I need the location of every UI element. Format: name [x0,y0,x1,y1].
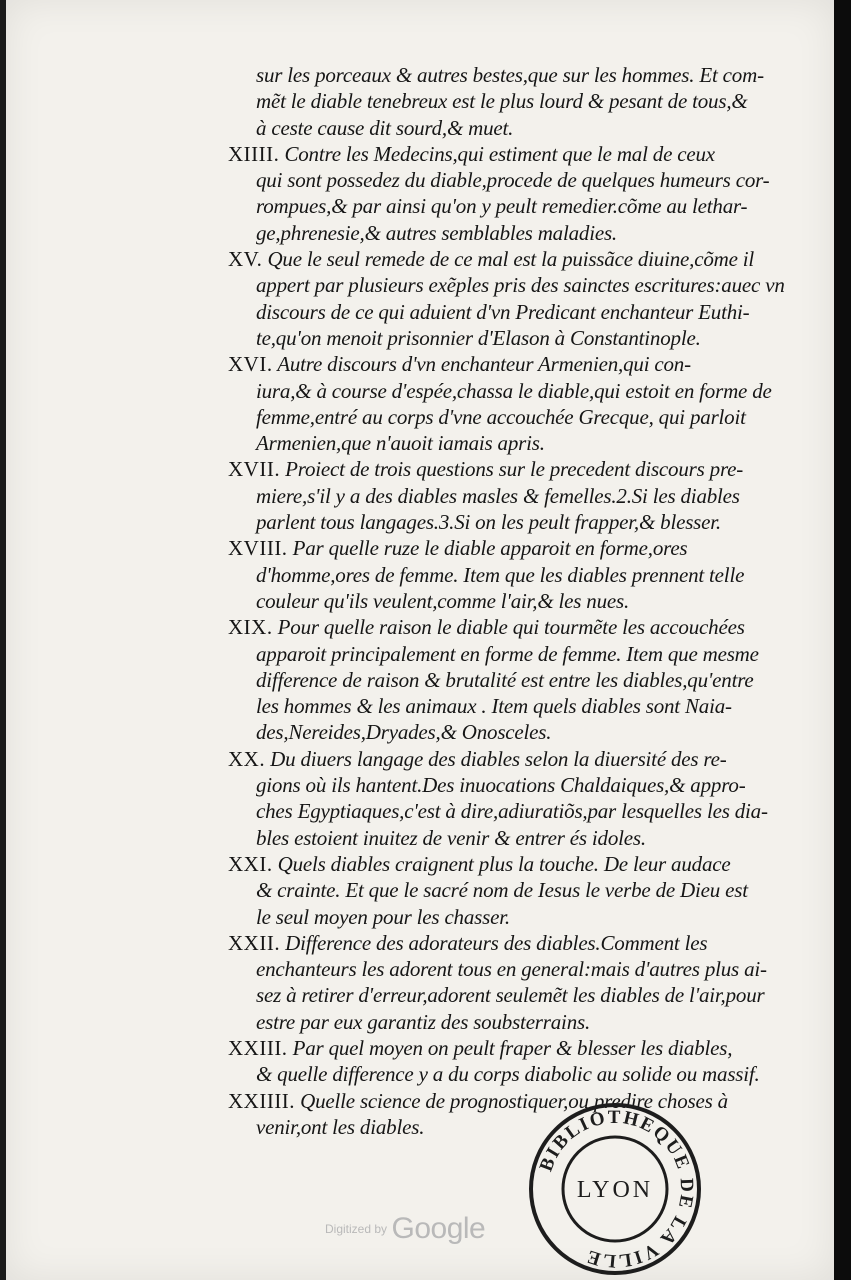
line-text: sez à retirer d'erreur,adorent seulemẽt les diables de l'air,pour [256,983,765,1008]
line-text: Autre discours d'vn enchanteur Armenien,qui con- [277,352,691,377]
toc-entry [228,1088,788,1141]
line-text: enchanteurs les adorent tous en general:mais d'autres plus ai- [256,957,767,982]
entry-line [228,246,788,272]
watermark-brand: Google [391,1212,486,1245]
line-text: Pour quelle raison le diable qui tourmẽte les accouchées [277,615,745,640]
entry-line [228,851,788,877]
library-stamp [526,1100,704,1278]
line-text: Difference des adorateurs des diables.Comment les [285,930,708,955]
google-watermark [325,1212,485,1246]
line-text: ge,phrenesie,& autres semblables maladies. [256,220,617,245]
entry-line [228,404,788,430]
entry-line [228,798,788,824]
line-text: venir,ont les diables. [256,1114,425,1139]
watermark-prefix: Digitized by [325,1222,388,1236]
line-text: Que le seul remede de ce mal est la puissãce diuine,cõme il [267,247,755,272]
entry-line [228,904,788,930]
entry-line [228,719,788,745]
entry-line [228,430,788,456]
line-text: bles estoient inuitez de venir & entrer és idoles. [256,825,646,850]
line-text: à ceste cause dit sourd,& muet. [256,115,514,140]
chapter-numeral: XXIIII. [228,1088,296,1113]
stamp-ring-text: BIBLIOTHEQUE DE LA VILLE [535,1106,698,1272]
toc-entry [228,456,788,535]
line-text: estre par eux garantiz des soubsterrains. [256,1009,591,1034]
stamp-center-text: LYON [576,1177,654,1203]
entry-line [228,167,788,193]
chapter-numeral: XXI. [228,851,273,876]
line-text: & crainte. Et que le sacré nom de Iesus le verbe de Dieu est [256,878,748,903]
chapter-numeral: XIX. [228,615,273,640]
entry-line [228,1114,788,1140]
chapter-numeral: XXII. [228,930,281,955]
entry-line [228,509,788,535]
entry-line [228,193,788,219]
entry-line [228,877,788,903]
chapter-numeral: XX. [228,746,266,771]
toc-entry [228,746,788,851]
entry-line [228,535,788,561]
entry-line [228,88,788,114]
toc-entry [228,614,788,745]
line-text: d'homme,ores de femme. Item que les diables prennent telle [256,562,745,587]
line-text: Quels diables craignent plus la touche. De leur audace [277,851,731,876]
toc-entry [228,1035,788,1088]
entry-line [228,930,788,956]
entry-line [228,483,788,509]
toc-entry [228,535,788,614]
line-text: Du diuers langage des diables selon la diuersité des re- [270,746,727,771]
scan-edge [834,0,851,1280]
toc-entry [228,141,788,246]
entry-line [228,456,788,482]
entry-line [228,641,788,667]
entry-line [228,1061,788,1087]
toc-entry [228,851,788,930]
toc-entry [228,351,788,456]
entry-line [228,1035,788,1061]
toc-entry [228,62,788,141]
line-text: parlent tous langages.3.Si on les peult frapper,& blesser. [256,510,721,535]
line-text: rompues,& par ainsi qu'on y peult remedier.cõme au lethar- [256,194,748,219]
entry-line [228,299,788,325]
line-text: Par quelle ruze le diable apparoit en forme,ores [292,536,688,561]
line-text: miere,s'il y a des diables masles & femelles.2.Si les diables [256,483,740,508]
line-text: ches Egyptiaques,c'est à dire,adiuratiõs,par lesquelles les dia- [256,799,768,824]
line-text: le seul moyen pour les chasser. [256,904,510,929]
toc-entry [228,246,788,351]
entry-line [228,115,788,141]
entry-line [228,62,788,88]
entry-line [228,982,788,1008]
line-text: appert par plusieurs exẽples pris des sainctes escritures:auec vn [256,273,785,298]
line-text: des,Nereides,Dryades,& Onosceles. [256,720,552,745]
chapter-numeral: XVII. [228,457,281,482]
entry-line [228,614,788,640]
entry-line [228,272,788,298]
line-text: te,qu'on menoit prisonnier d'Elason à Constantinople. [256,325,701,350]
entry-line [228,667,788,693]
chapter-numeral: XVI. [228,352,273,377]
entry-line [228,378,788,404]
line-text: qui sont possedez du diable,procede de quelques humeurs cor- [256,168,770,193]
line-text: les hommes & les animaux . Item quels diables sont Naia- [256,694,732,719]
entry-line [228,746,788,772]
line-text: Armenien,que n'auoit iamais apris. [256,431,545,456]
chapter-numeral: XXIII. [228,1035,288,1060]
line-text: Proiect de trois questions sur le precedent discours pre- [285,457,744,482]
line-text: femme,entré au corps d'vne accouchée Grecque, qui parloit [256,404,746,429]
entry-line [228,325,788,351]
line-text: mẽt le diable tenebreux est le plus lourd & pesant de tous,& [256,89,748,114]
line-text: apparoit principalement en forme de femme. Item que mesme [256,641,759,666]
entry-line [228,693,788,719]
line-text: gions où ils hantent.Des inuocations Chaldaiques,& appro- [256,773,746,798]
entry-line [228,956,788,982]
line-text: & quelle difference y a du corps diabolic au solide ou massif. [256,1062,760,1087]
chapter-numeral: XV. [228,247,263,272]
table-of-contents [228,62,788,1140]
entry-line [228,825,788,851]
line-text: discours de ce qui aduient d'vn Predicant enchanteur Euthi- [256,299,750,324]
line-text: Par quel moyen on peult fraper & blesser les diables, [292,1035,733,1060]
entry-line [228,220,788,246]
line-text: difference de raison & brutalité est entre les diables,qu'entre [256,667,754,692]
toc-entry [228,930,788,1035]
line-text: couleur qu'ils veulent,comme l'air,& les nues. [256,588,630,613]
entry-line [228,562,788,588]
line-text: sur les porceaux & autres bestes,que sur les hommes. Et com- [256,63,764,87]
entry-line [228,1009,788,1035]
line-text: Quelle science de prognostiquer,ou predire choses à [300,1088,728,1113]
entry-line [228,141,788,167]
line-text: iura,& à course d'espée,chassa le diable,qui estoit en forme de [256,378,772,403]
entry-line [228,1088,788,1114]
entry-line [228,772,788,798]
entry-line [228,588,788,614]
chapter-numeral: XVIII. [228,536,288,561]
entry-line [228,351,788,377]
chapter-numeral: XIIII. [228,141,280,166]
line-text: Contre les Medecins,qui estiment que le mal de ceux [284,141,715,166]
